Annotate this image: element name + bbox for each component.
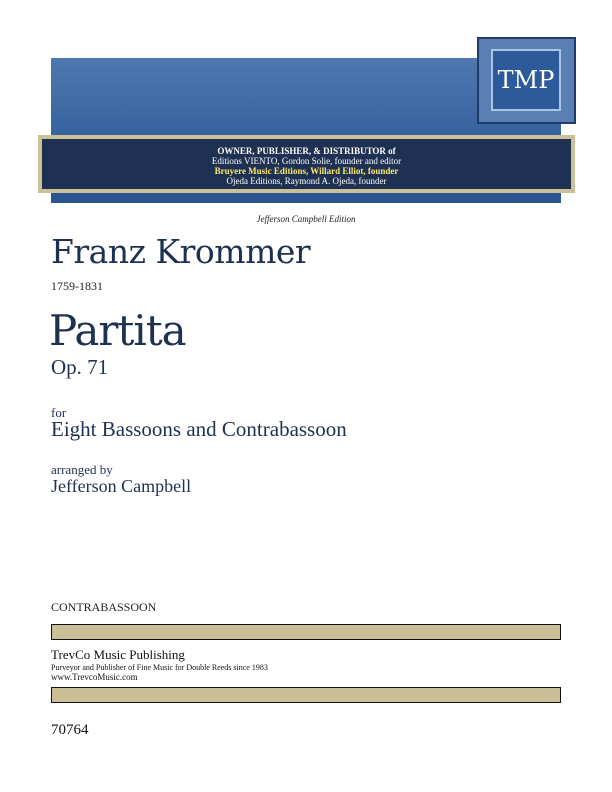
top-rule-bar — [51, 624, 561, 640]
bottom-rule-bar — [51, 687, 561, 703]
info-line-owner: OWNER, PUBLISHER, & DISTRIBUTOR of — [217, 146, 396, 156]
tmp-logo-inner — [491, 49, 561, 111]
publisher-tagline: Purveyor and Publisher of Fine Music for Double Reeds since 1983 — [51, 663, 268, 672]
info-line-bruyere: Bruyere Music Editions, Willard Elliot, founder — [214, 166, 399, 176]
composer-dates: 1759-1831 — [51, 279, 103, 293]
tmp-logo-text: TMP — [497, 66, 555, 94]
composer-name: Franz Krommer — [51, 232, 311, 271]
info-line-viento: Editions VIENTO, Gordon Solie, founder and editor — [211, 156, 402, 166]
tmp-logo — [477, 37, 576, 124]
instrumentation: Eight Bassoons and Contrabassoon — [51, 417, 347, 441]
catalog-number: 70764 — [51, 722, 89, 738]
publisher-name: TrevCo Music Publishing — [51, 647, 185, 662]
part-name: CONTRABASSOON — [51, 600, 157, 614]
publisher-website[interactable]: www.TrevcoMusic.com — [51, 672, 138, 682]
info-line-ojeda: Ojeda Editions, Raymond A. Ojeda, founder — [226, 176, 387, 186]
arranged-by-label: arranged by — [51, 462, 113, 477]
publisher-info-box — [38, 135, 575, 193]
for-label: for — [51, 405, 67, 420]
edition-label: Jefferson Campbell Edition — [256, 214, 356, 224]
work-title: Partita — [49, 306, 186, 355]
arranger-name: Jefferson Campbell — [51, 476, 192, 496]
opus-number: Op. 71 — [51, 355, 109, 379]
